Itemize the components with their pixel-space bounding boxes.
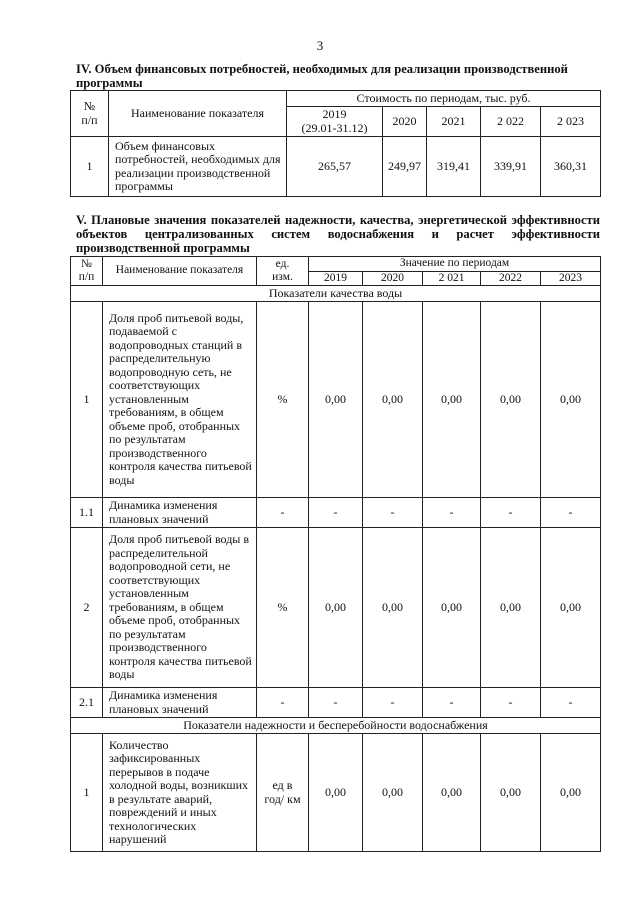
col-unit-header: ед. изм. xyxy=(257,257,309,286)
year-header: 2 021 xyxy=(423,271,481,286)
value-cell: 0,00 xyxy=(481,528,541,688)
year-header: 2020 xyxy=(363,271,423,286)
value-cell: 0,00 xyxy=(481,302,541,498)
period-header: 2 023 xyxy=(541,107,601,137)
value-cell: 0,00 xyxy=(423,734,481,852)
indicators-table xyxy=(70,256,601,852)
table-row xyxy=(71,528,601,688)
value-cell: - xyxy=(363,688,423,718)
group-header-reliability: Показатели надежности и бесперебойности водоснабжения xyxy=(71,718,601,734)
indicator-name: Динамика изменения плановых значений xyxy=(103,498,257,528)
indicator-name: Доля проб питьевой воды, подаваемой с водопроводных станций в распределительную водопроводную сеть, не соответствующих установленным требованиям, в общем объеме проб, отобранных по результатам производственного контроля качества питьевой воды xyxy=(103,302,257,498)
table-row xyxy=(71,688,601,718)
unit-cell: - xyxy=(257,498,309,528)
table-row xyxy=(71,498,601,528)
col-name-header: Наименование показателя xyxy=(109,91,287,137)
year-header: 2019 xyxy=(309,271,363,286)
value-cell: 0,00 xyxy=(309,302,363,498)
value-cell: 0,00 xyxy=(423,302,481,498)
group-header-quality: Показатели качества воды xyxy=(71,286,601,302)
unit-cell: ед в год/ км xyxy=(257,734,309,852)
row-num: 1 xyxy=(71,137,109,197)
value-cell: 360,31 xyxy=(541,137,601,197)
section-4-heading: IV. Объем финансовых потребностей, необходимых для реализации производственной программы xyxy=(76,62,568,90)
cost-periods-header: Стоимость по периодам, тыс. руб. xyxy=(287,91,601,107)
period-header: 2020 xyxy=(383,107,427,137)
value-cell: - xyxy=(541,688,601,718)
value-cell: 0,00 xyxy=(363,528,423,688)
col-num-header: № п/п xyxy=(71,257,103,286)
indicator-name: Доля проб питьевой воды в распределительной водопроводной сети, не соответствующих установленным требованиям, в общем объеме проб, отобранных по результатам производственного контроля качества питьевой воды xyxy=(103,528,257,688)
page-number: 3 xyxy=(316,38,324,53)
section-5-heading: V. Плановые значения показателей надежности, качества, энергетической эффективности объектов централизованных систем водоснабжения и расчет эффективности производственной программы xyxy=(76,213,600,255)
value-cell: 0,00 xyxy=(423,528,481,688)
indicator-name: Количество зафиксированных перерывов в подаче холодной воды, возникших в результате аварий, повреждений и иных технологических нарушений xyxy=(103,734,257,852)
row-num: 1 xyxy=(71,302,103,498)
col-name-header: Наименование показателя xyxy=(103,257,257,286)
value-cell: 339,91 xyxy=(481,137,541,197)
row-num: 1.1 xyxy=(71,498,103,528)
value-cell: - xyxy=(541,498,601,528)
row-num: 1 xyxy=(71,734,103,852)
value-cell: 265,57 xyxy=(287,137,383,197)
unit-cell: % xyxy=(257,528,309,688)
unit-cell: % xyxy=(257,302,309,498)
value-cell: - xyxy=(423,688,481,718)
indicator-name: Динамика изменения плановых значений xyxy=(103,688,257,718)
period-header: 2019 (29.01-31.12) xyxy=(287,107,383,137)
row-num: 2.1 xyxy=(71,688,103,718)
value-cell: 319,41 xyxy=(427,137,481,197)
value-cell: 0,00 xyxy=(541,734,601,852)
financial-needs-table xyxy=(70,90,601,197)
value-cell: - xyxy=(363,498,423,528)
period-header: 2 022 xyxy=(481,107,541,137)
value-cell: 0,00 xyxy=(363,302,423,498)
value-cell: 0,00 xyxy=(481,734,541,852)
col-num-header: № п/п xyxy=(71,91,109,137)
value-cell: 249,97 xyxy=(383,137,427,197)
value-cell: 0,00 xyxy=(309,528,363,688)
value-periods-header: Значение по периодам xyxy=(309,257,601,272)
table-row xyxy=(71,137,601,197)
table-row xyxy=(71,302,601,498)
year-header: 2022 xyxy=(481,271,541,286)
value-cell: - xyxy=(423,498,481,528)
value-cell: - xyxy=(309,498,363,528)
value-cell: 0,00 xyxy=(541,528,601,688)
row-num: 2 xyxy=(71,528,103,688)
unit-cell: - xyxy=(257,688,309,718)
value-cell: - xyxy=(309,688,363,718)
value-cell: - xyxy=(481,688,541,718)
value-cell: - xyxy=(481,498,541,528)
period-header: 2021 xyxy=(427,107,481,137)
year-header: 2023 xyxy=(541,271,601,286)
value-cell: 0,00 xyxy=(541,302,601,498)
indicator-name: Объем финансовых потребностей, необходимых для реализации производственной программы xyxy=(109,137,287,197)
value-cell: 0,00 xyxy=(363,734,423,852)
table-row xyxy=(71,734,601,852)
value-cell: 0,00 xyxy=(309,734,363,852)
